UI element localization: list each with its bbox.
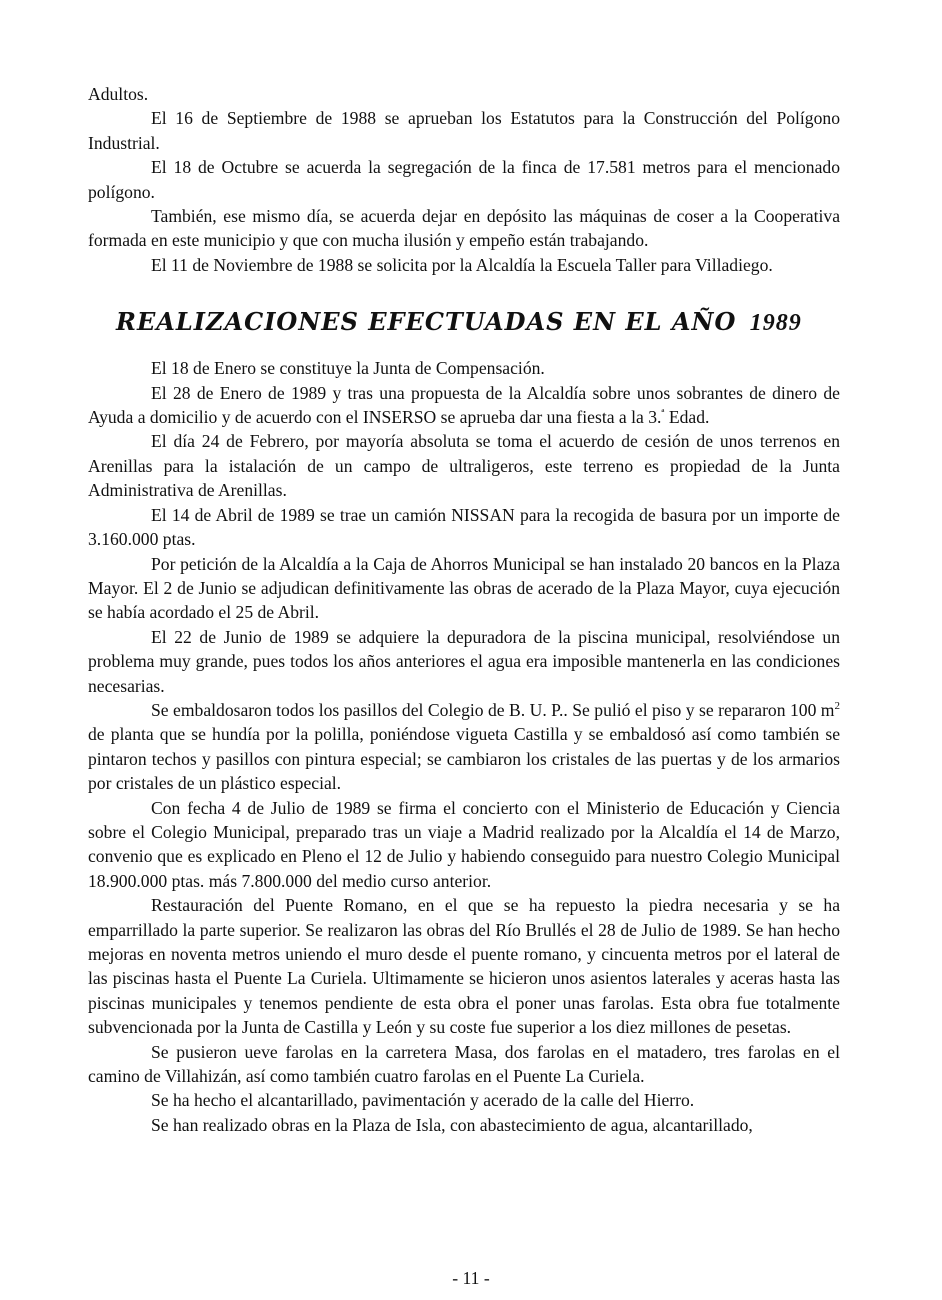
paragraph-fiesta-text-a: El 28 de Enero de 1989 y tras una propuesta de la Alcaldía sobre unos sobrantes de dinero de Ayuda a domicilio y de acuerdo con el INSERSO se aprueba dar una fiesta a la 3. [88,382,840,428]
paragraph-plaza-isla: Se han realizado obras en la Plaza de Isla, con abastecimiento de agua, alcantarillado, [151,1114,753,1135]
document-page [88,82,840,1137]
paragraph-calle-hierro: Se ha hecho el alcantarillado, pavimentación y acerado de la calle del Hierro. [151,1090,695,1111]
paragraph-colegio-text-a: Se embaldosaron todos los pasillos del Colegio de B. U. P.. Se pulió el piso y se repararon 100 m [151,699,835,720]
paragraph-fiesta-tercera-edad [88,381,840,430]
squared-superscript: 2 [834,700,840,713]
paragraph-concierto-ministerio: Con fecha 4 de Julio de 1989 se firma el concierto con el Ministerio de Educación y Ciencia sobre el Colegio Municipal, preparado tras un viaje a Madrid realizado por la Alcaldía el 14 de Marzo, convenio que es explicado en Pleno el 12 de Julio y habiendo conseguido para nuestro Colegio Municipal 18.900.000 ptas. más 7.800.000 del medio curso anterior. [88,797,840,891]
paragraph-junta-compensacion: El 18 de Enero se constituye la Junta de Compensación. [151,358,545,379]
paragraph-puente-romano: Restauración del Puente Romano, en el que se ha repuesto la piedra necesaria y se ha emparrillado la parte superior. Se realizaron las obras del Río Brullés el 28 de Julio de 1989. Se han hecho mejoras en noventa metros uniendo el muro desde el puente romano, y cincuenta metros por el lateral de las piscinas hasta el Puente La Curiela. Ultimamente se hicieron unos asientos laterales y aceras hasta las piscinas municipales y tenemos pendiente de esta obra el poner unas farolas. Esta obra fue totalmente subvencionada por la Junta de Castilla y León y su coste fue superior a los diez millones de pesetas. [88,895,840,1038]
paragraph-colegio-text-b: de planta que se hundía por la polilla, poniéndose vigueta Castilla y se embaldosó así como también se pintaron techos y pasillos con pintura especial; se cambiaron los cristales de las puertas y de los armarios por cristales de un plástico especial. [88,724,840,794]
ordinal-superscript: ª [661,407,665,420]
paragraph-intro-adultos: Adultos. [88,84,149,104]
paragraph-escuela-taller: El 11 de Noviembre de 1988 se solicita por la Alcaldía la Escuela Taller para Villadiego. [151,254,773,275]
paragraph-maquinas: También, ese mismo día, se acuerda dejar en depósito las máquinas de coser a la Cooperativa formada en este municipio y que con mucha ilusión y empeño están trabajando. [88,206,840,251]
paragraph-fiesta-text-b: Edad. [664,407,710,428]
paragraph-bancos-plaza: Por petición de la Alcaldía a la Caja de Ahorros Municipal se han instalado 20 bancos en la Plaza Mayor. El 2 de Junio se adjudican definitivamente las obras de acerado de la Plaza Mayor, cuya ejecución se había acordado el 25 de Abril. [88,553,840,623]
paragraph-depuradora: El 22 de Junio de 1989 se adquiere la depuradora de la piscina municipal, resolviéndose un problema muy grande, pues todos los años anteriores el agua era imposible mantenerla en las condiciones necesarias. [88,626,840,696]
section-heading-title: REALIZACIONES EFECTUADAS EN EL AÑO [116,307,737,337]
page-number: - 11 - [452,1268,490,1288]
section-heading [116,305,840,340]
paragraph-arenillas: El día 24 de Febrero, por mayoría absoluta se toma el acuerdo de cesión de unos terrenos en Arenillas para la istalación de un campo de ultraligeros, este terreno es propiedad de la Junta Administrativa de Arenillas. [88,431,840,501]
paragraph-colegio-bup [88,698,840,796]
paragraph-farolas: Se pusieron ueve farolas en la carretera Masa, dos farolas en el matadero, tres farolas en el camino de Villahizán, así como también cuatro farolas en el Puente La Curiela. [88,1041,840,1087]
section-heading-year: 1989 [749,310,802,337]
paragraph-estatutos: El 16 de Septiembre de 1988 se aprueban los Estatutos para la Construcción del Polígono Industrial. [88,108,840,153]
paragraph-segregacion: El 18 de Octubre se acuerda la segregación de la finca de 17.581 metros para el mencionado polígono. [88,157,840,202]
paragraph-camion-nissan: El 14 de Abril de 1989 se trae un camión NISSAN para la recogida de basura por un importe de 3.160.000 ptas. [88,504,840,550]
